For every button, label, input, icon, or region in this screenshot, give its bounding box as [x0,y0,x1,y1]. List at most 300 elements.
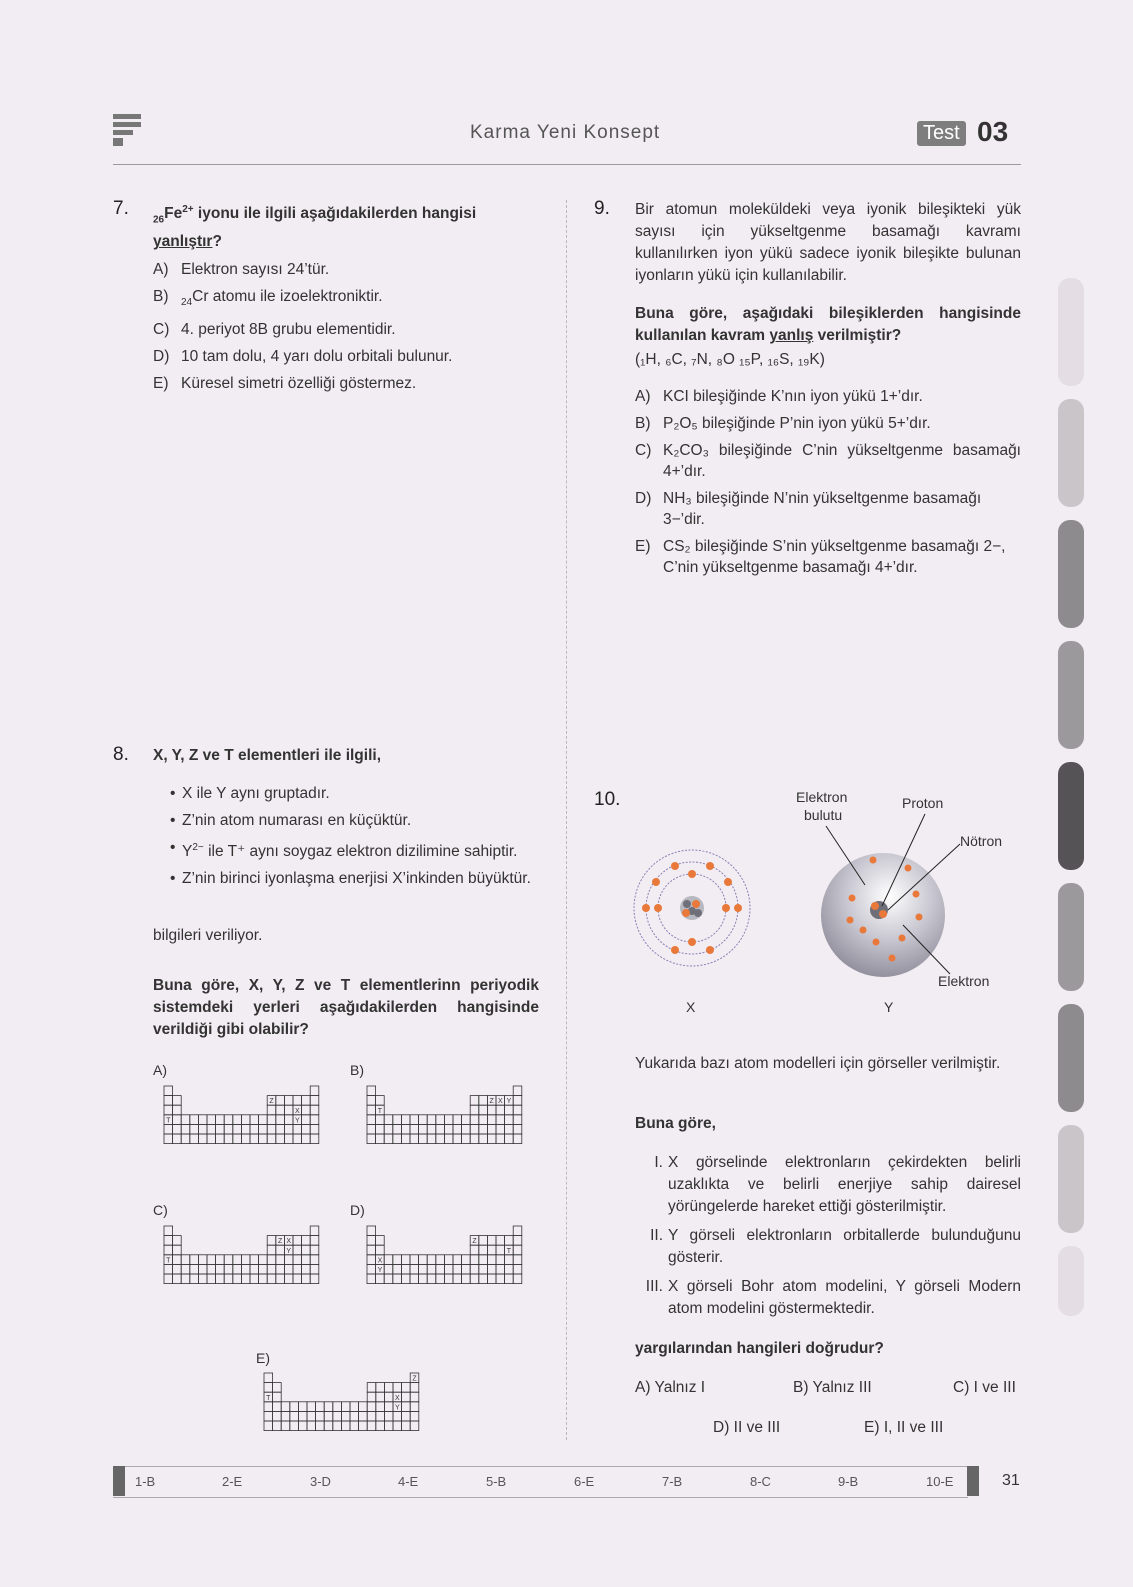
periodic-cell [367,1115,376,1125]
periodic-cell-letter: T [506,1247,512,1255]
periodic-cell-letter: Z [277,1238,283,1246]
periodic-cell [384,1274,393,1284]
periodic-cell [350,1402,359,1412]
answer-key-item: 6-E [574,1474,595,1489]
periodic-cell [487,1264,496,1274]
periodic-cell [181,1274,190,1284]
periodic-cell [359,1421,368,1431]
periodic-cell [453,1115,462,1125]
statement-text: X görselinde elektronların çekirdekten belirli uzaklıkta ve belirli enerjiye sahip dairesel yörüngelerde hareket ettiği gösterilmiştir. [668,1154,1021,1215]
q8-option-c-label[interactable]: C) [153,1202,168,1218]
q8-number: 8. [113,744,129,765]
periodic-cell [505,1255,514,1265]
periodic-cell [302,1124,311,1134]
label-elektron-bulutu-line1: Elektron [796,790,848,805]
periodic-cell [273,1383,282,1393]
periodic-cell [393,1383,402,1393]
periodic-cell [310,1105,319,1115]
periodic-cell [384,1421,393,1431]
periodic-cell [367,1226,376,1236]
periodic-cell [427,1115,436,1125]
periodic-cell [402,1421,411,1431]
periodic-cell [276,1134,285,1144]
q8-after: bilgileri veriliyor. [153,927,263,944]
bullet-text: Z’nin birinci iyonlaşma enerjisi X’inkinden büyüktür. [182,870,531,888]
periodic-cell [310,1134,319,1144]
periodic-cell [293,1245,302,1255]
periodic-cell [273,1402,282,1412]
periodic-cell [324,1411,333,1421]
periodic-cell [367,1255,376,1265]
periodic-cell [479,1134,488,1144]
periodic-cell [216,1134,225,1144]
option-text: Küresel simetri özelliği göstermez. [181,375,417,393]
label-notron: Nötron [960,833,1003,849]
periodic-cell [302,1105,311,1115]
periodic-cell [264,1383,273,1393]
option-letter: D) [635,490,652,507]
periodic-cell [164,1226,173,1236]
periodic-cell [241,1264,250,1274]
side-tab [1058,1125,1084,1233]
periodic-cell [436,1264,445,1274]
periodic-cell [264,1402,273,1412]
option-text: CS₂ bileşiğinde S’nin yükseltgenme basamağı 2−, C’nin yükseltgenme basamağı 4+’dır. [663,538,1006,576]
periodic-cell [367,1134,376,1144]
periodic-cell [164,1105,173,1115]
periodic-cell [367,1402,376,1412]
q7-element: Fe [164,205,183,223]
option-letter: B) [793,1379,809,1396]
periodic-cell [444,1274,453,1284]
periodic-cell [267,1255,276,1265]
option-letter: E) [153,375,169,393]
periodic-cell [393,1124,402,1134]
option-letter: D) [713,1419,730,1436]
q8-bullet-4: • Z’nin birinci iyonlaşma enerjisi X’inkinden büyüktür. [170,868,540,890]
side-tab [1058,520,1084,628]
q8-option-e-label[interactable]: E) [256,1350,270,1366]
periodic-cell [462,1115,471,1125]
periodic-cell [384,1115,393,1125]
periodic-cell [267,1105,276,1115]
periodic-cell [207,1264,216,1274]
periodic-cell [453,1274,462,1284]
periodic-cell [496,1115,505,1125]
periodic-cell [513,1086,522,1096]
periodic-cell [513,1096,522,1106]
periodic-cell-letter: Y [377,1267,383,1274]
periodic-cell [513,1264,522,1274]
periodic-cell [462,1264,471,1274]
q10-option-c[interactable] [953,1377,1016,1399]
answer-key-item: 3-D [310,1474,331,1489]
periodic-cell [419,1255,428,1265]
periodic-cell [207,1115,216,1125]
periodic-cell [419,1124,428,1134]
periodic-cell [333,1421,342,1431]
periodic-cell [513,1245,522,1255]
periodic-cell [190,1255,199,1265]
q10-number: 10. [594,789,621,810]
periodic-cell [444,1115,453,1125]
q8-bullet-3: • $Y^{2-}$ ile T⁺ aynı soygaz elektron dizilimine sahiptir. [170,837,540,863]
periodic-cell [290,1421,299,1431]
q8-option-b-label[interactable]: B) [350,1062,364,1078]
periodic-cell [198,1115,207,1125]
periodic-table-a [163,1085,333,1155]
statement-number: I. [654,1154,663,1171]
periodic-cell [264,1421,273,1431]
q10-option-d[interactable] [713,1417,780,1439]
q8-bullet-1: • X ile Y aynı gruptadır. [170,783,540,805]
q7-option-a[interactable] [153,259,543,281]
periodic-cell [410,1274,419,1284]
periodic-cell [496,1255,505,1265]
periodic-cell [181,1134,190,1144]
q8-intro: X, Y, Z ve T elementleri ile ilgili, [153,747,381,764]
periodic-cell [190,1115,199,1125]
periodic-cell [276,1124,285,1134]
periodic-cell [401,1134,410,1144]
periodic-cell [250,1255,259,1265]
periodic-cell [470,1255,479,1265]
periodic-cell [284,1105,293,1115]
periodic-cell [470,1264,479,1274]
periodic-cell [427,1274,436,1284]
periodic-cell [410,1402,419,1412]
option-letter: C) [153,321,170,339]
periodic-cell [350,1411,359,1421]
periodic-cell [310,1274,319,1284]
periodic-cell [393,1255,402,1265]
periodic-cell [505,1124,514,1134]
periodic-cell [393,1115,402,1125]
periodic-cell [310,1086,319,1096]
periodic-cell [264,1373,273,1383]
periodic-cell [216,1124,225,1134]
option-letter: E) [635,538,651,555]
bohr-model [634,850,750,966]
periodic-cell [384,1383,393,1393]
option-letter: B) [153,288,169,305]
periodic-cell [173,1105,182,1115]
periodic-cell-letter: Z [472,1238,477,1246]
periodic-cell [302,1096,311,1106]
periodic-cell-letter: X [377,1257,383,1265]
periodic-cell-letter: X [394,1394,400,1402]
periodic-cell [259,1264,268,1274]
periodic-cell [376,1245,385,1255]
q9-option-e[interactable] [635,536,1021,578]
bullet-text: Z’nin atom numarası en küçüktür. [182,812,412,829]
periodic-cell [281,1421,290,1431]
periodic-cell [410,1134,419,1144]
label-x: X [686,999,696,1015]
periodic-cell [505,1264,514,1274]
q9-option-d[interactable] [635,488,1021,530]
option-text: KCI bileşiğinde K’nın iyon yükü 1+’dır. [663,388,923,405]
periodic-cell [250,1274,259,1284]
periodic-cell [487,1134,496,1144]
periodic-cell [410,1115,419,1125]
periodic-cell [376,1402,385,1412]
periodic-cell [267,1264,276,1274]
periodic-cell [444,1124,453,1134]
periodic-cell [259,1134,268,1144]
periodic-cell [181,1264,190,1274]
periodic-cell [207,1124,216,1134]
periodic-cell [241,1115,250,1125]
periodic-cell [333,1402,342,1412]
periodic-cell [427,1255,436,1265]
periodic-cell [479,1274,488,1284]
answer-key-item: 1-B [135,1474,156,1489]
periodic-cell [462,1255,471,1265]
periodic-cell [324,1421,333,1431]
q9-question-b: verilmiştir? [813,327,902,344]
periodic-cell [276,1096,285,1106]
periodic-cell [487,1255,496,1265]
periodic-cell [293,1274,302,1284]
periodic-cell [264,1411,273,1421]
periodic-cell [290,1402,299,1412]
option-text: II ve III [733,1419,781,1436]
periodic-table-b [366,1085,536,1155]
q8-option-d-label[interactable]: D) [350,1202,365,1218]
periodic-cell [470,1105,479,1115]
periodic-cell [453,1264,462,1274]
periodic-cell [376,1115,385,1125]
periodic-cell [350,1421,359,1431]
periodic-cell [267,1115,276,1125]
periodic-cell [393,1411,402,1421]
periodic-cell [181,1255,190,1265]
periodic-cell [384,1255,393,1265]
periodic-cell [298,1402,307,1412]
periodic-cell [436,1115,445,1125]
option-text: I ve III [973,1379,1016,1396]
periodic-cell [284,1274,293,1284]
option-text: Yalnız I [654,1379,706,1396]
periodic-cell [216,1255,225,1265]
side-tab [1058,278,1084,386]
q9-option-c[interactable] [635,440,1021,482]
periodic-cell [444,1264,453,1274]
option-text: Elektron sayısı 24’tür. [181,261,330,278]
label-y: Y [884,999,894,1015]
q8-option-a-label[interactable]: A) [153,1062,167,1078]
periodic-cell [393,1274,402,1284]
periodic-cell [173,1096,182,1106]
statement-number: III. [645,1278,663,1295]
periodic-cell [233,1115,242,1125]
periodic-cell [487,1105,496,1115]
q9-options [635,386,1021,578]
periodic-cell [273,1392,282,1402]
bullet-text: X ile Y aynı gruptadır. [182,785,330,802]
periodic-cell [367,1383,376,1393]
option-text: Cr atomu ile izoelektroniktir. [192,288,383,305]
periodic-cell [233,1124,242,1134]
periodic-cell [310,1236,319,1246]
side-tab [1058,883,1084,991]
option-letter: E) [864,1419,880,1436]
periodic-cell [233,1255,242,1265]
periodic-cell [173,1245,182,1255]
periodic-cell [173,1115,182,1125]
periodic-cell [513,1226,522,1236]
q10-question: yargılarından hangileri doğrudur? [635,1340,884,1357]
periodic-cell [241,1255,250,1265]
periodic-cell [479,1096,488,1106]
periodic-cell [359,1411,368,1421]
option-text: I, II ve III [883,1419,944,1436]
q7-option-d[interactable] [153,346,543,368]
periodic-cell [462,1134,471,1144]
periodic-cell [367,1096,376,1106]
periodic-cell [316,1411,325,1421]
periodic-cell [505,1105,514,1115]
periodic-cell [284,1124,293,1134]
periodic-cell [273,1421,282,1431]
periodic-cell [250,1134,259,1144]
periodic-cell [284,1264,293,1274]
periodic-cell [198,1264,207,1274]
periodic-cell [241,1124,250,1134]
q10-option-b[interactable] [793,1377,872,1399]
q9-option-a[interactable] [635,386,1021,407]
periodic-cell [453,1255,462,1265]
periodic-cell [505,1274,514,1284]
periodic-cell [290,1411,299,1421]
q10-option-e[interactable] [864,1417,943,1439]
q9-given: (₁H, ₆C, ₇N, ₈O ₁₅P, ₁₆S, ₁₉K) [635,351,825,368]
periodic-cell [198,1124,207,1134]
q7-options [153,259,543,395]
periodic-cell [487,1245,496,1255]
periodic-cell [173,1264,182,1274]
q9-option-b[interactable] [635,413,1021,434]
periodic-cell [401,1274,410,1284]
periodic-cell [302,1245,311,1255]
periodic-cell [496,1105,505,1115]
periodic-cell-letter: Y [294,1117,300,1125]
periodic-cell [276,1264,285,1274]
periodic-cell [250,1124,259,1134]
periodic-cell [401,1115,410,1125]
periodic-cell [419,1134,428,1144]
answer-key-cap-right [967,1466,979,1496]
statement-text: Y görseli elektronların orbitallerde bulunduğunu gösterir. [668,1227,1021,1266]
periodic-cell [276,1274,285,1284]
modern-model [821,814,960,977]
periodic-cell [173,1255,182,1265]
q10-option-a[interactable] [635,1377,705,1399]
periodic-cell [513,1115,522,1125]
option-letter: B) [635,415,651,432]
q10-statements [635,1152,1021,1320]
q7-stem-text: iyonu ile ilgili aşağıdakilerden hangisi [193,205,477,223]
periodic-cell [513,1134,522,1144]
periodic-cell [410,1411,419,1421]
periodic-cell [402,1383,411,1393]
periodic-cell [376,1383,385,1393]
periodic-cell [376,1096,385,1106]
periodic-cell-letter: T [266,1394,271,1402]
periodic-cell [479,1264,488,1274]
q9-negative: yanlış [769,327,814,344]
periodic-cell [276,1245,285,1255]
header-divider [113,164,1021,165]
periodic-cell [293,1096,302,1106]
periodic-cell [250,1115,259,1125]
periodic-cell [310,1245,319,1255]
side-tab [1058,399,1084,507]
periodic-cell [259,1274,268,1284]
periodic-cell [307,1411,316,1421]
periodic-cell [284,1134,293,1144]
periodic-cell [479,1245,488,1255]
periodic-cell [190,1274,199,1284]
publisher-logo [113,114,143,154]
periodic-cell [267,1236,276,1246]
page-number: 31 [1002,1472,1020,1489]
periodic-cell [173,1124,182,1134]
q7-option-e[interactable] [153,373,543,395]
periodic-cell [376,1392,385,1402]
periodic-cell [479,1255,488,1265]
periodic-cell [376,1124,385,1134]
periodic-cell [224,1264,233,1274]
periodic-cell [302,1274,311,1284]
periodic-cell [298,1411,307,1421]
periodic-cell [310,1124,319,1134]
q7-option-c[interactable] [153,319,543,341]
periodic-cell-letter: Z [269,1098,274,1106]
periodic-cell [259,1115,268,1125]
periodic-cell [384,1411,393,1421]
q7-option-b[interactable] [153,286,543,314]
periodic-cell [419,1115,428,1125]
periodic-cell [367,1245,376,1255]
periodic-cell [444,1134,453,1144]
periodic-cell [410,1421,419,1431]
periodic-cell [376,1421,385,1431]
periodic-cell [302,1134,311,1144]
periodic-cell [376,1134,385,1144]
periodic-cell [198,1255,207,1265]
periodic-cell [284,1255,293,1265]
periodic-cell [181,1124,190,1134]
periodic-cell [341,1411,350,1421]
side-tab [1058,641,1084,749]
periodic-cell [496,1264,505,1274]
periodic-cell [316,1421,325,1431]
option-text: 4. periyot 8B grubu elementidir. [181,321,396,339]
bullet3-text: ile T⁺ aynı soygaz elektron dizilimine sahiptir. [208,843,518,861]
periodic-cell [224,1274,233,1284]
periodic-cell [487,1124,496,1134]
side-tab [1058,762,1084,870]
periodic-cell [505,1134,514,1144]
periodic-cell [284,1096,293,1106]
periodic-cell [376,1274,385,1284]
answer-key-cap-left [113,1466,125,1496]
periodic-cell [410,1392,419,1402]
periodic-cell [341,1402,350,1412]
periodic-cell [410,1124,419,1134]
